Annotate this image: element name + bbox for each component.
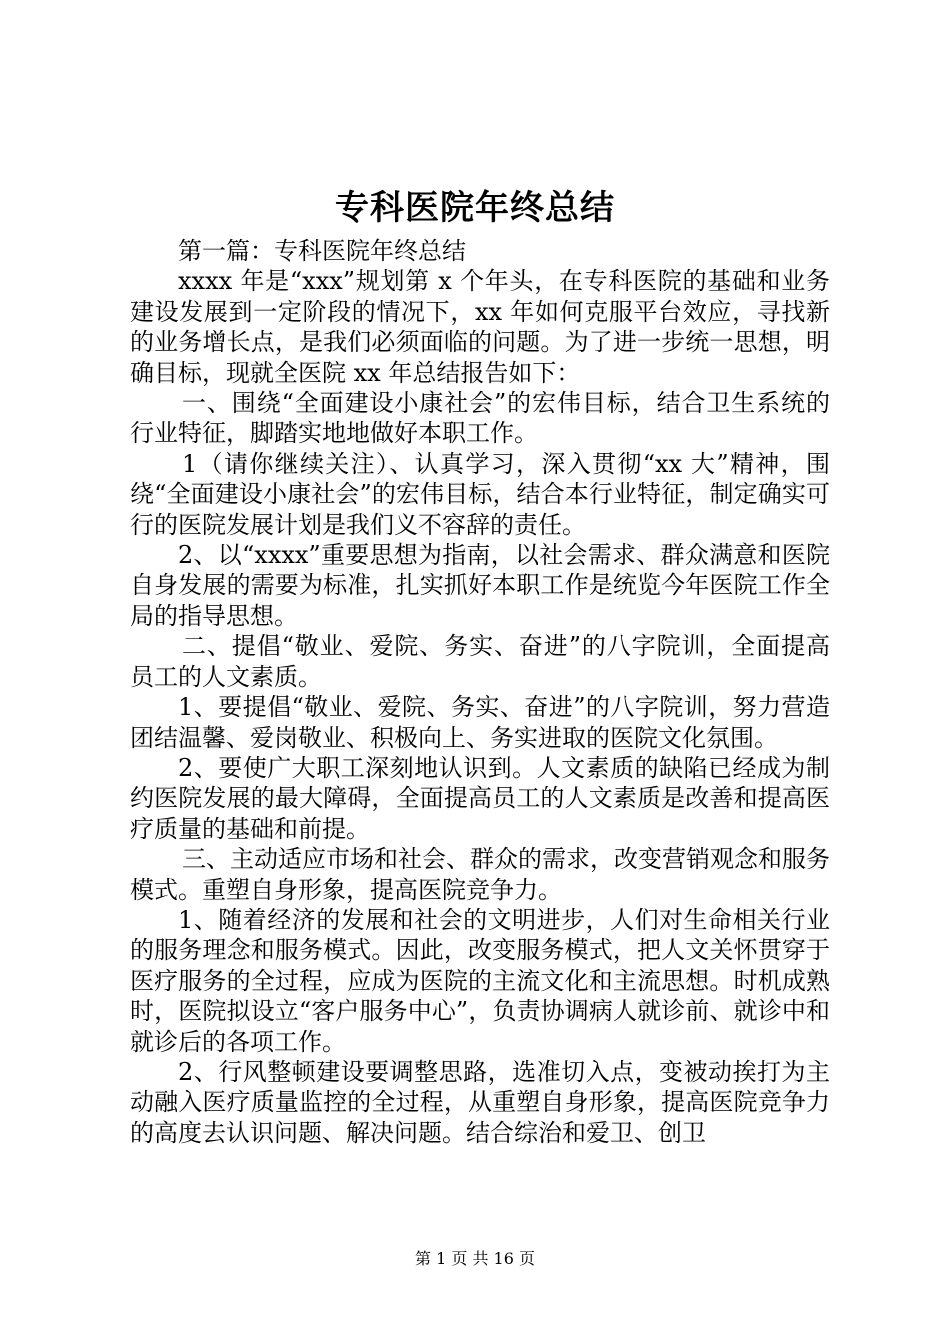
paragraph: 2、以“xxxx”重要思想为指南，以社会需求、群众满意和医院自身发展的需要为标准，扎实抓好本职工作是统览今年医院工作全局的指导思想。 [130,541,830,630]
paragraph: 1、要提倡“敬业、爱院、务实、奋进”的八字院训，努力营造团结温馨、爱岗敬业、积极向上、务实进取的医院文化氛围。 [130,693,830,752]
document-body [130,236,830,1148]
paragraph: 1（请你继续关注）、认真学习，深入贯彻“xx 大”精神，围绕“全面建设小康社会”的宏伟目标，结合本行业特征，制定确实可行的医院发展计划是我们义不容辞的责任。 [130,449,830,539]
paragraph: xxxx 年是“xxx”规划第 x 个年头，在专科医院的基础和业务建设发展到一定阶段的情况下，xx 年如何克服平台效应，寻找新的业务增长点，是我们必须面临的问题。为了进一步统一思想，明确目标，现就全医院 xx 年总结报告如下： [130,267,830,387]
paragraph: 二、提倡“敬业、爱院、务实、奋进”的八字院训，全面提高员工的人文素质。 [130,632,830,691]
paragraph: 2、要使广大职工深刻地认识到。人文素质的缺陷已经成为制约医院发展的最大障碍，全面提高员工的人文素质是改善和提高医疗质量的基础和前提。 [130,753,830,843]
document-title: 专科医院年终总结 [335,188,615,228]
paragraph: 1、随着经济的发展和社会的文明进步，人们对生命相关行业的服务理念和服务模式。因此，改变服务模式，把人文关怀贯穿于医疗服务的全过程，应成为医院的主流文化和主流思想。时机成熟时，医院拟设立“客户服务中心”，负责协调病人就诊前、就诊中和就诊后的各项工作。 [130,905,830,1056]
section-heading: 第一篇：专科医院年终总结 [178,237,466,265]
paragraph: 2、行风整顿建设要调整思路，选准切入点，变被动挨打为主动融入医疗质量监控的全过程，从重塑自身形象，提高医院竞争力的高度去认识问题、解决问题。结合综治和爱卫、创卫 [130,1057,830,1147]
paragraph: 三、主动适应市场和社会、群众的需求，改变营销观念和服务模式。重塑自身形象，提高医院竞争力。 [130,845,830,904]
page-footer: 第 1 页 共 16 页 [415,1249,535,1268]
paragraph: 一、围绕“全面建设小康社会”的宏伟目标，结合卫生系统的行业特征，脚踏实地地做好本职工作。 [130,389,830,448]
